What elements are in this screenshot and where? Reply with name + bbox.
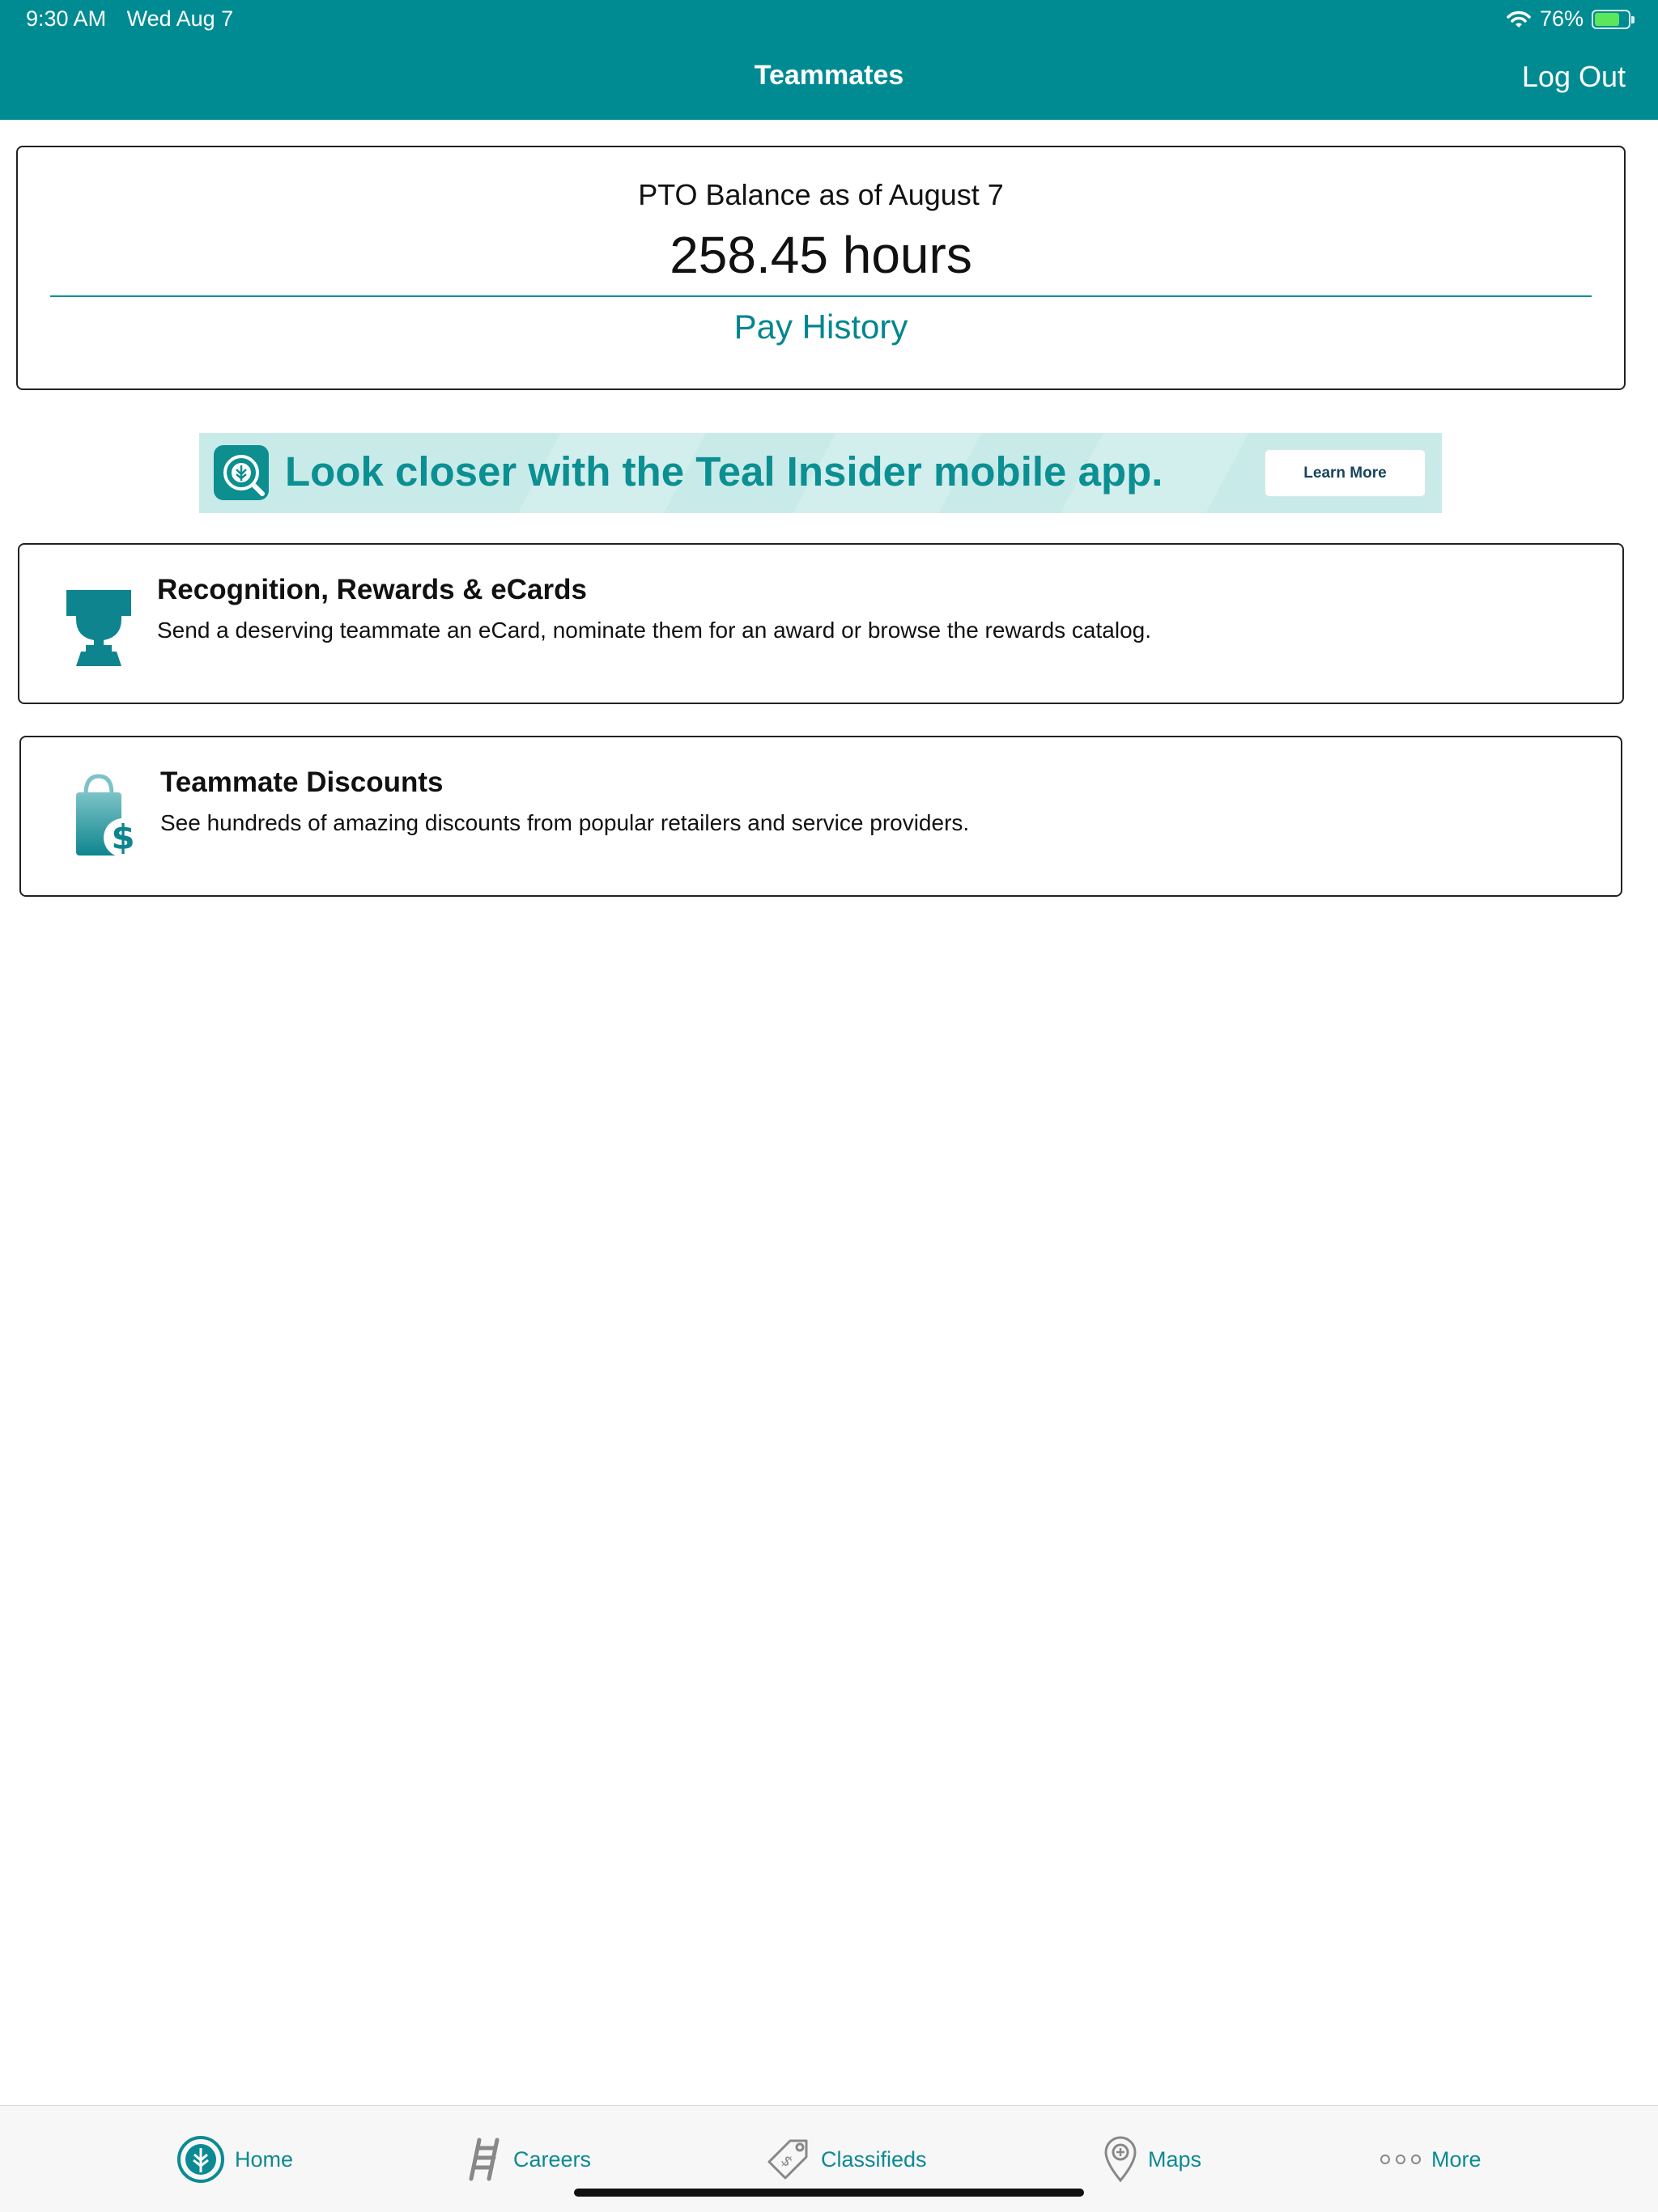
promo-banner[interactable] (199, 433, 1442, 513)
tab-maps[interactable] (1103, 2133, 1201, 2185)
tab-classifieds[interactable] (767, 2133, 927, 2185)
card-description: See hundreds of amazing discounts from popular retailers and service providers. (160, 810, 970, 835)
svg-text:$: $ (777, 2151, 797, 2171)
shopping-bag-dollar-icon (68, 771, 149, 862)
status-date: Wed Aug 7 (126, 6, 234, 31)
status-bar-right (1506, 6, 1630, 32)
tab-careers[interactable] (468, 2133, 591, 2185)
pay-history-link[interactable]: Pay History (733, 308, 908, 346)
app-header (0, 0, 1658, 120)
tab-label: Careers (513, 2146, 592, 2172)
home-indicator (574, 2189, 1084, 2197)
tree-logo-icon (176, 2135, 225, 2184)
learn-more-button[interactable]: Learn More (1265, 449, 1426, 497)
trophy-icon (57, 584, 141, 668)
battery-percent: 76% (1539, 6, 1584, 31)
tab-label: Home (235, 2146, 294, 2172)
map-pin-icon (1103, 2135, 1138, 2184)
tab-label: More (1431, 2146, 1482, 2172)
status-time: 9:30 AM (26, 6, 107, 31)
logout-button[interactable]: Log Out (1521, 60, 1626, 93)
page-title: Teammates (754, 60, 904, 91)
teal-insider-app-icon (214, 445, 269, 500)
card-description: Send a deserving teammate an eCard, nominate them for an award or browse the rewards catalog. (157, 618, 1151, 643)
pto-balance-value: 258.45 hours (670, 226, 972, 284)
ladder-icon (468, 2137, 504, 2182)
tab-home[interactable] (176, 2133, 293, 2185)
pto-balance-card (16, 146, 1626, 390)
card-title: Recognition, Rewards & eCards (157, 574, 587, 605)
card-title: Teammate Discounts (160, 766, 444, 798)
banner-headline: Look closer with the Teal Insider mobile app. (285, 448, 1163, 495)
battery-level (1595, 13, 1619, 26)
wifi-icon (1506, 10, 1532, 29)
recognition-rewards-card[interactable] (18, 543, 1624, 704)
teammate-discounts-card[interactable] (19, 736, 1622, 897)
pto-balance-label: PTO Balance as of August 7 (638, 178, 1004, 211)
tab-label: Maps (1148, 2146, 1202, 2172)
status-bar-left (26, 6, 248, 32)
more-dots-icon (1380, 2153, 1422, 2166)
svg-text:$: $ (111, 817, 135, 857)
tab-label: Classifieds (821, 2146, 927, 2172)
tab-more[interactable] (1380, 2133, 1482, 2185)
battery-icon (1592, 10, 1630, 29)
pto-divider (50, 295, 1592, 297)
price-tag-icon (767, 2138, 811, 2181)
